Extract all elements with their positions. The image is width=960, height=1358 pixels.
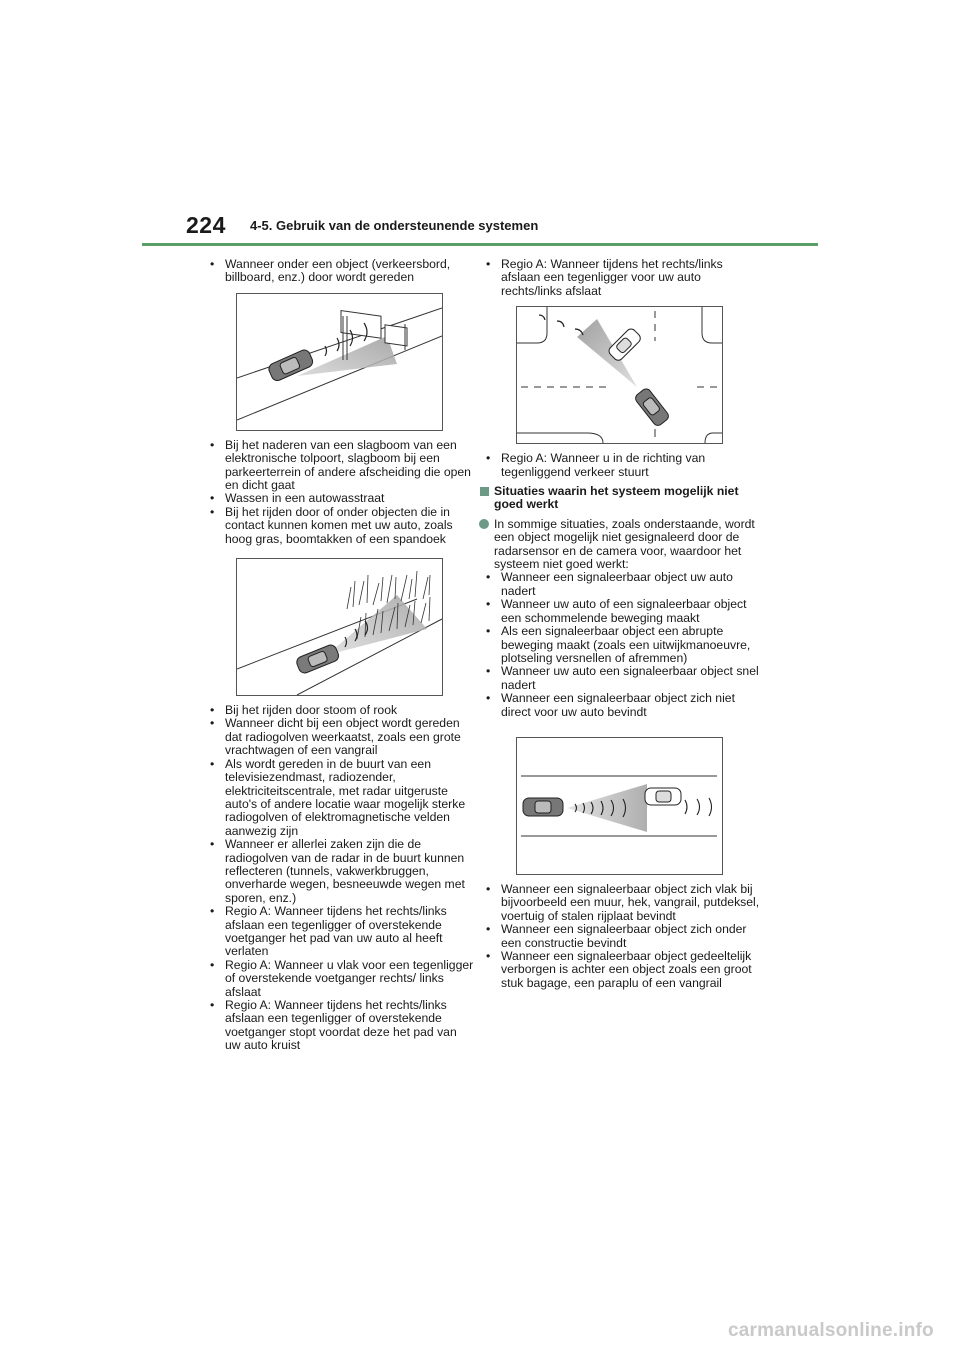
list-item: • Wanneer uw auto een signaleerbaar object snel nadert xyxy=(478,665,760,692)
left-bullets-1 xyxy=(202,258,474,285)
list-item: • Wanneer dicht bij een object wordt gereden dat radiogolven weerkaatst, zoals een grote vrachtwagen of een vangrail xyxy=(202,717,474,757)
list-item: • Bij het rijden door stoom of rook xyxy=(202,704,474,717)
circle-bullet-icon xyxy=(479,519,489,529)
list-item: • Wanneer onder een object (verkeersbord, billboard, enz.) door wordt gereden xyxy=(202,258,474,285)
list-item: • Wanneer een signaleerbaar object zich vlak bij bijvoorbeeld een muur, hek, vangrail, putdeksel, voertuig of stalen rijplaat bevindt xyxy=(478,883,760,923)
list-item: • Bij het naderen van een slagboom van een elektronische tolpoort, slagboom bij een parkeerterrein of andere afscheiding die open en dicht gaat xyxy=(202,439,474,493)
figure-offset-vehicle xyxy=(516,737,723,875)
subheading-text: Situaties waarin het systeem mogelijk niet goed werkt xyxy=(494,484,739,512)
list-item: • Wanneer er allerlei zaken zijn die de radiogolven van de radar in de buurt kunnen reflecteren (tunnels, vakwerkbruggen, onverharde wegen, besneeuwde wegen met sporen, enz.) xyxy=(202,838,474,905)
list-item: • Regio A: Wanneer tijdens het rechts/links afslaan een tegenligger voor uw auto rechts/links afslaat xyxy=(478,258,760,298)
list-item: • Regio A: Wanneer tijdens het rechts/links afslaan een tegenligger of overstekende voetganger stopt voordat deze het pad van uw auto kruist xyxy=(202,999,474,1053)
right-bullets-3 xyxy=(478,571,760,718)
list-item: • Wanneer een signaleerbaar object zich niet direct voor uw auto bevindt xyxy=(478,692,760,719)
right-column xyxy=(478,258,760,990)
left-bullets-3 xyxy=(202,704,474,1053)
list-item: • Regio A: Wanneer tijdens het rechts/links afslaan een tegenligger of overstekende voetganger het pad van uw auto al heeft verlaten xyxy=(202,905,474,959)
intro-text: In sommige situaties, zoals onderstaande, wordt een object mogelijk niet gesignaleerd door de radarsensor en de camera voor, waardoor het systeem niet goed werkt: xyxy=(494,516,755,572)
right-bullets-2 xyxy=(478,452,760,479)
left-bullets-2 xyxy=(202,439,474,546)
list-item: • Wassen in een autowasstraat xyxy=(202,492,474,505)
list-item: • Als wordt gereden in de buurt van een televisiezendmast, radiozender, elektriciteitscentrale, met radar uitgeruste auto's of andere locatie waar mogelijk sterke radiogolven of elektromagnetische velden aanwezig zijn xyxy=(202,758,474,838)
list-item: • Als een signaleerbaar object een abrupte beweging maakt (zoals een uitwijkmanoeuvre, plotseling versnellen of afremmen) xyxy=(478,625,760,665)
right-bullets-1 xyxy=(478,258,760,298)
list-item: • Regio A: Wanneer u vlak voor een tegenligger of overstekende voetganger rechts/ links afslaat xyxy=(202,959,474,999)
intro-paragraph xyxy=(478,518,760,572)
list-item: • Wanneer een signaleerbaar object zich onder een constructie bevindt xyxy=(478,923,760,950)
square-bullet-icon xyxy=(480,487,489,496)
header-rule xyxy=(142,243,818,246)
list-item: • Regio A: Wanneer u in de richting van tegenliggend verkeer stuurt xyxy=(478,452,760,479)
watermark: carmanualsonline.info xyxy=(728,1320,934,1341)
list-item: • Wanneer een signaleerbaar object uw auto nadert xyxy=(478,571,760,598)
list-item: • Wanneer uw auto of een signaleerbaar object een schommelende beweging maakt xyxy=(478,598,760,625)
right-bullets-4 xyxy=(478,883,760,990)
list-item: • Wanneer een signaleerbaar object gedeeltelijk verborgen is achter een object zoals een groot stuk bagage, een paraplu of een vangrail xyxy=(478,950,760,990)
left-column xyxy=(202,258,474,1053)
section-title: 4-5. Gebruik van de ondersteunende systemen xyxy=(250,218,539,233)
list-item: • Bij het rijden door of onder objecten die in contact kunnen komen met uw auto, zoals hoog gras, boomtakken of een spandoek xyxy=(202,506,474,546)
figure-overhead-sign xyxy=(236,293,443,431)
page-number: 224 xyxy=(186,212,226,238)
figure-intersection-turn xyxy=(516,306,723,444)
figure-tall-grass xyxy=(236,558,443,696)
subheading xyxy=(478,485,760,512)
